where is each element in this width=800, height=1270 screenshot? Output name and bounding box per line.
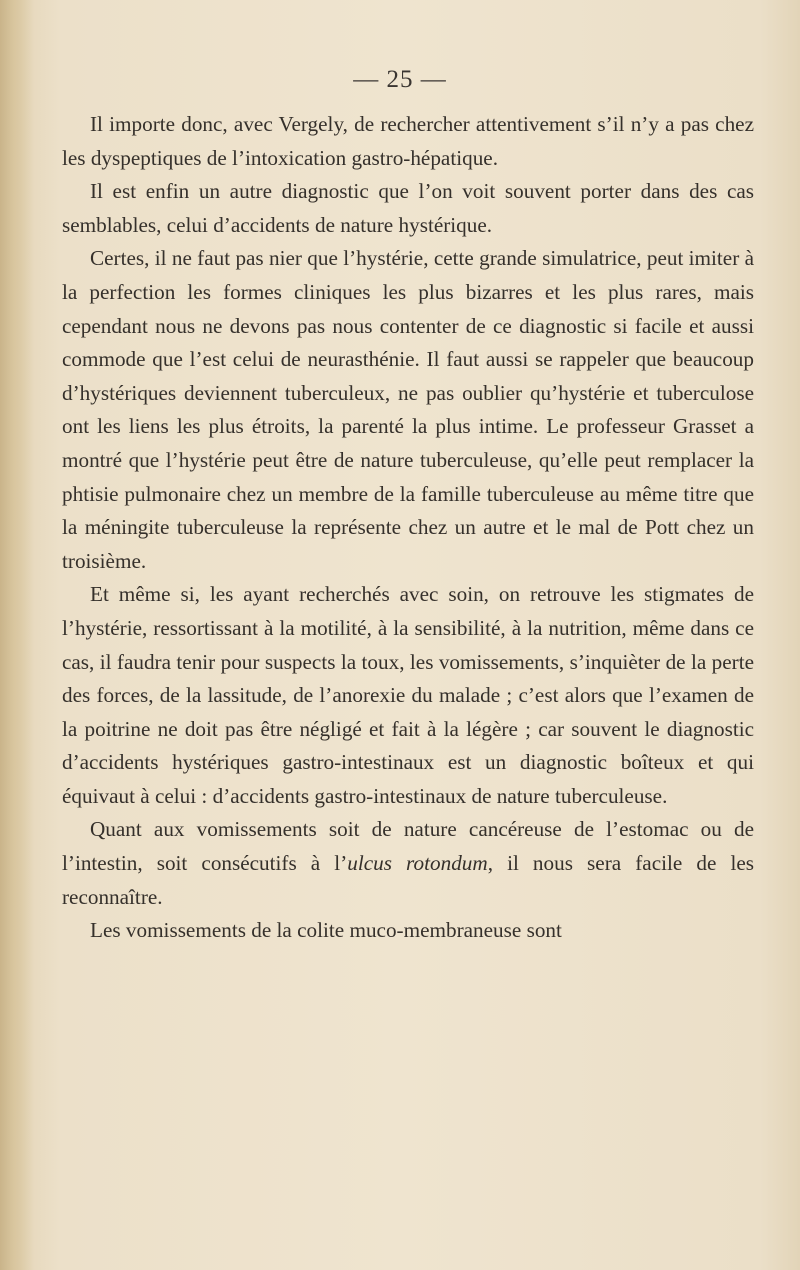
paragraph-5-after: , il nous sera facile de les reconnaître. — [62, 851, 754, 909]
body-text — [62, 108, 754, 948]
paragraph-5-before: Quant aux vomissements soit de nature cancéreuse de l’estomac ou de l’intestin, soit consécutifs à l’ — [62, 817, 754, 876]
paragraph-4: Et même si, les ayant recherchés avec soin, on retrouve les stigmates de l’hystérie, ressortissant à la motilité, à la sensibilité, à la nutrition, même dans ce cas, il faudra tenir pour suspects la toux, les vomissements, s’inquièter de la perte des forces, de la lassitude, de l’anorexie du malade ; c’est alors que l’examen de la poitrine ne doit pas être négligé et fait à la légère ; car souvent le diagnostic d’accidents hystériques gastro-intestinaux est un diagnostic boîteux et qui équivaut à celui : d’accidents gastro-intestinaux de nature tuberculeuse. — [62, 582, 754, 808]
paragraph-5 — [62, 813, 754, 914]
paragraph-2: Il est enfin un autre diagnostic que l’on voit souvent porter dans des cas semblables, celui d’accidents de nature hystérique. — [62, 179, 754, 237]
paragraph-1: Il importe donc, avec Vergely, de rechercher attentivement s’il n’y a pas chez les dyspeptiques de l’intoxication gastro-hépatique. — [62, 112, 754, 170]
latin-term: ulcus rotondum — [347, 851, 488, 876]
page-gutter-shadow — [0, 0, 34, 1270]
paragraph-6: Les vomissements de la colite muco-membraneuse sont — [90, 918, 562, 943]
paragraph-3: Certes, il ne faut pas nier que l’hystérie, cette grande simulatrice, peut imiter à la perfection les formes cliniques les plus bizarres et les plus rares, mais cependant nous ne devons pas nous contenter de ce diagnostic si facile et aussi commode que l’est celui de neurasthénie. Il faut aussi se rappeler que beaucoup d’hystériques deviennent tuberculeux, ne pas oublier qu’hystérie et tuberculose ont les liens les plus étroits, la parenté la plus intime. Le professeur Grasset a montré que l’hystérie peut être de nature tuberculeuse, qu’elle peut remplacer la phtisie pulmonaire chez un membre de la famille tuberculeuse au même titre que la méningite tuberculeuse la représente chez un autre et le mal de Pott chez un troisième. — [62, 246, 754, 573]
page-number: — 25 — — [353, 66, 447, 93]
